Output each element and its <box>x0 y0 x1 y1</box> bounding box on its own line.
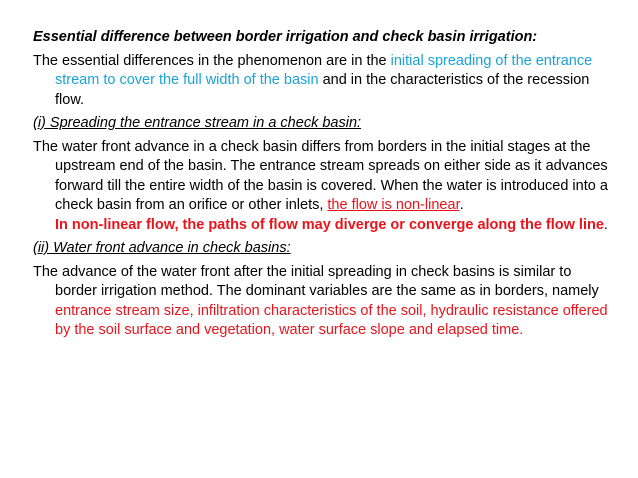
intro-text-part2: and in the characteristics of the recession flow. <box>55 72 590 108</box>
intro-text-part1: The essential differences in the phenomenon are in the <box>33 52 391 69</box>
section1-period: . <box>459 197 464 213</box>
section1-paragraph <box>33 138 613 236</box>
section2-heading: (ii) Water front advance in check basins: <box>33 240 291 256</box>
section2-text: The advance of the water front after the initial spreading in check basins is similar to border irrigation method. The dominant variables are the same as in borders, namely <box>33 263 599 299</box>
section1-end: . <box>603 216 608 233</box>
section1-text: The water front advance in a check basin differs from borders in the initial stages at the upstream end of the basin. The entrance stream spreads on either side as it advances forward till the entire width of the basin is covered. When the water is introduced into a check basin from an orifice or other inlets, <box>33 138 608 213</box>
slide-content <box>33 28 613 345</box>
section1-heading: (i) Spreading the entrance stream in a check basin: <box>33 115 362 131</box>
section2-highlight: entrance stream size, infiltration characteristics of the soil, hydraulic resistance offered by the soil surface and vegetation, water surface slope and elapsed time. <box>55 302 608 338</box>
section2-paragraph <box>33 263 613 341</box>
intro-paragraph <box>33 52 613 111</box>
slide-title: Essential difference between border irrigation and check basin irrigation: <box>33 29 538 45</box>
section1-nonlinear-highlight: the flow is non-linear <box>327 197 460 213</box>
section1-bold-highlight: In non-linear flow, the paths of flow may diverge or converge along the flow line <box>55 216 604 233</box>
intro-highlight: initial spreading of the entrance stream to cover the full width of the basin <box>55 52 593 88</box>
